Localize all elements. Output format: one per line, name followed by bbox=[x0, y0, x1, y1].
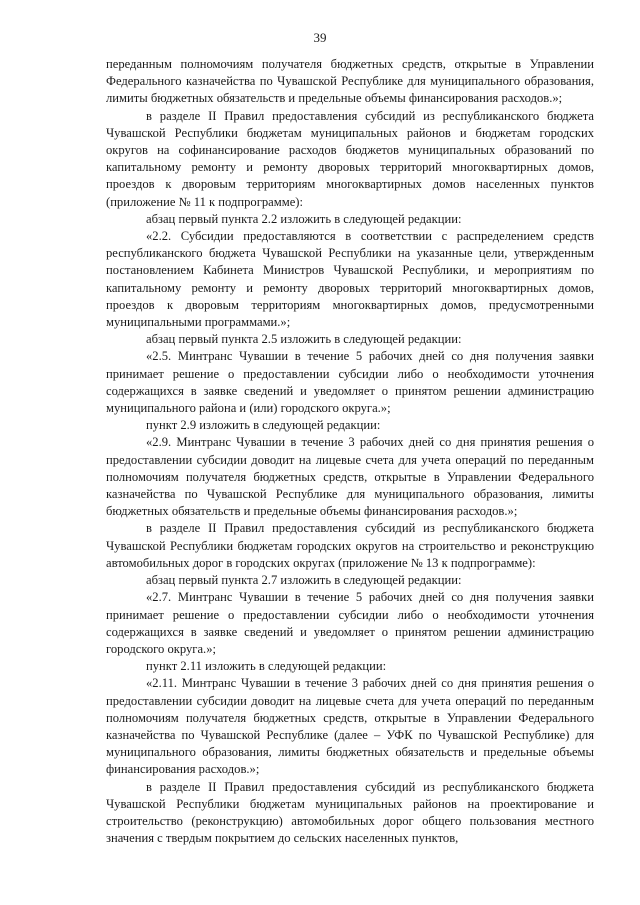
document-body bbox=[106, 56, 594, 847]
paragraph: абзац первый пункта 2.2 изложить в следующей редакции: bbox=[146, 211, 462, 226]
paragraph: «2.11. Минтранс Чувашии в течение 3 рабочих дней со дня принятия решения о предоставлении субсидии доводит на лицевые счета для учета операций по переданным полномочиям получателя бюджетных средств, открытые в Управлении Федерального казначейства по Чувашской Республике (далее – УФК по Чувашской Республике) для муниципального образования, лимиты бюджетных обязательств и предельные объемы финансирования расходов.»; bbox=[106, 676, 594, 777]
paragraph: пункт 2.11 изложить в следующей редакции: bbox=[146, 659, 387, 674]
paragraph-continued: переданным полномочиям получателя бюджетных средств, открытые в Управлении Федерального казначейства по Чувашской Республике для муниципального образования, лимиты бюджетных обязательств и предельные объемы финансирования расходов.»; bbox=[106, 57, 594, 106]
paragraph: абзац первый пункта 2.7 изложить в следующей редакции: bbox=[146, 573, 462, 588]
paragraph: в разделе II Правил предоставления субсидий из республиканского бюджета Чувашской Республики бюджетам городских округов на строительство и реконструкцию автомобильных дорог в городских округах (приложение № 13 к подпрограмме): bbox=[106, 521, 594, 570]
paragraph: «2.7. Минтранс Чувашии в течение 5 рабочих дней со дня получения заявки принимает решение о предоставлении субсидии либо о необходимости уточнения содержащихся в заявке сведений и уведомляет о принятом решении администрацию городского округа.»; bbox=[106, 590, 594, 656]
paragraph: «2.5. Минтранс Чувашии в течение 5 рабочих дней со дня получения заявки принимает решение о предоставлении субсидии либо о необходимости уточнения содержащихся в заявке сведений и уведомляет о принятом решении администрацию муниципального района и (или) городского округа.»; bbox=[106, 349, 594, 416]
paragraph: пункт 2.9 изложить в следующей редакции: bbox=[146, 418, 381, 433]
paragraph: в разделе II Правил предоставления субсидий из республиканского бюджета Чувашской Республики бюджетам муниципальных районов и бюджетам городских округов на софинансирование расходов бюджетов муниципальных образований по капитальному ремонту и ремонту дворовых территорий многоквартирных домов, проездов к дворовым территориям многоквартирных домов населенных пунктов (приложение № 11 к подпрограмме): bbox=[106, 108, 594, 209]
page-number: 39 bbox=[313, 30, 327, 45]
paragraph: «2.9. Минтранс Чувашии в течение 3 рабочих дней со дня принятия решения о предоставлении субсидии доводит на лицевые счета для учета операций по переданным полномочиям получателя бюджетных средств, открытые в Управлении Федерального казначейства по Чувашской Республике для муниципального образования, лимиты бюджетных обязательств и предельные объемы финансирования расходов.»; bbox=[106, 435, 594, 519]
paragraph: в разделе II Правил предоставления субсидий из республиканского бюджета Чувашской Республики бюджетам муниципальных районов на проектирование и строительство (реконструкцию) автомобильных дорог общего пользования местного значения с твердым покрытием до сельских населенных пунктов, bbox=[106, 779, 594, 846]
paragraph: абзац первый пункта 2.5 изложить в следующей редакции: bbox=[146, 332, 462, 347]
paragraph: «2.2. Субсидии предоставляются в соответствии с распределением средств республиканского бюджета Чувашской Республики на указанные цели, утвержденным постановлением Кабинета Министров Чувашской Республики, и мероприятиям по капитальному ремонту и ремонту дворовых территорий многоквартирных домов, проездов к дворовым территориям многоквартирных домов, предусмотренными муниципальными программами.»; bbox=[106, 229, 594, 330]
